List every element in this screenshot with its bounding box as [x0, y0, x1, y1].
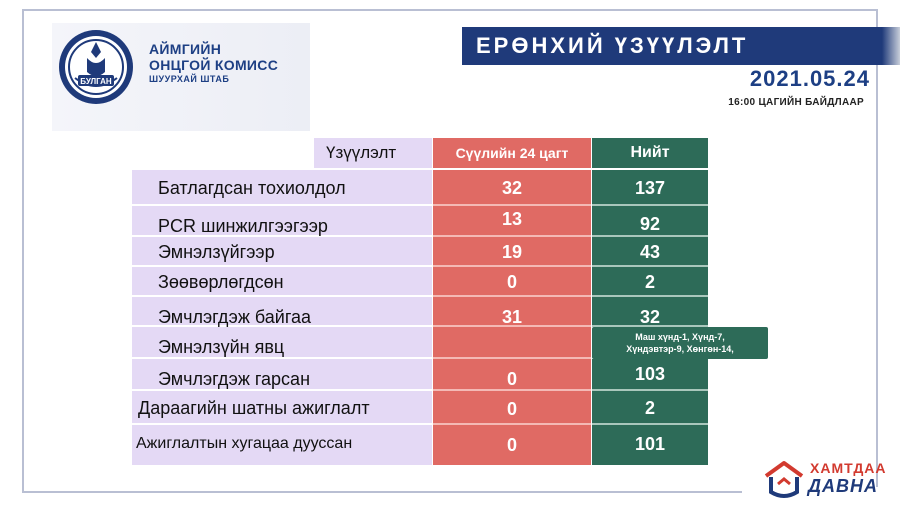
row-total-value: 43: [592, 237, 708, 267]
row-last24-value: 0: [433, 359, 591, 391]
brand-slogan-line2: ДАВНА: [808, 476, 878, 496]
row-last24-value: [433, 327, 591, 359]
row-label: Зөөвөрлөгдсөн: [132, 267, 432, 297]
frame-top-line: [22, 9, 878, 11]
column-header-total: Нийт: [592, 138, 708, 168]
frame-bottom-line: [22, 491, 742, 493]
frame-left-line: [22, 9, 24, 493]
page-title: ЕРӨНХИЙ ҮЗҮҮЛЭЛТ: [476, 33, 749, 58]
house-shield-icon: [762, 460, 806, 500]
row-label: Ажиглалтын хугацаа дууссан: [132, 425, 432, 465]
row-label: Батлагдсан тохиолдол: [132, 170, 432, 206]
column-header-last24: Сүүлийн 24 цагт: [433, 138, 591, 168]
row-total-value: 2: [592, 391, 708, 425]
clinical-note-line2: Хүндэвтэр-9, Хөнгөн-14,: [626, 344, 734, 354]
organization-name-line1: АЙМГИЙН: [149, 41, 222, 57]
clinical-course-note: [592, 327, 768, 359]
row-total-value: 32: [592, 297, 708, 327]
report-date: 2021.05.24: [749, 66, 870, 91]
organization-name-line3: ШУУРХАЙ ШТАБ: [149, 74, 230, 84]
row-last24-value: 13: [433, 206, 591, 237]
organization-name: [149, 41, 278, 86]
row-label: Дараагийн шатны ажиглалт: [132, 391, 432, 425]
row-label: Эмнэлзүйн явц: [132, 327, 432, 359]
bulgan-seal-icon: [57, 28, 135, 106]
row-last24-value: 0: [433, 267, 591, 297]
title-accent-stripe: [882, 27, 900, 65]
row-last24-value: 32: [433, 170, 591, 206]
row-total-value: 137: [592, 170, 708, 206]
row-total-value: 101: [592, 425, 708, 465]
row-last24-value: 19: [433, 237, 591, 267]
row-label: PCR шинжилгээгээр: [132, 206, 432, 237]
row-last24-value: 0: [433, 391, 591, 425]
seal-text: БУЛГАН: [80, 77, 112, 86]
row-total-value: 92: [592, 206, 708, 237]
brand-logo: [760, 458, 898, 500]
row-last24-value: 0: [433, 425, 591, 465]
row-label: Эмнэлзүйгээр: [132, 237, 432, 267]
organization-name-line2: ОНЦГОЙ КОМИСС: [149, 57, 279, 73]
row-total-value: 2: [592, 267, 708, 297]
row-total-value: 103: [592, 359, 708, 391]
title-banner: [462, 27, 900, 65]
row-label: Эмчлэгдэж байгаа: [132, 297, 432, 327]
organization-logo-panel: [52, 23, 310, 131]
brand-slogan-line1: ХАМТДАА: [810, 460, 887, 476]
column-header-indicator: Үзүүлэлт: [314, 138, 432, 168]
clinical-note-line1: Маш хүнд-1, Хүнд-7,: [635, 332, 725, 342]
row-last24-value: 31: [433, 297, 591, 327]
report-time-note: 16:00 ЦАГИЙН БАЙДЛААР: [728, 97, 864, 108]
frame-right-line: [876, 9, 878, 487]
row-label: Эмчлэгдэж гарсан: [132, 359, 432, 391]
